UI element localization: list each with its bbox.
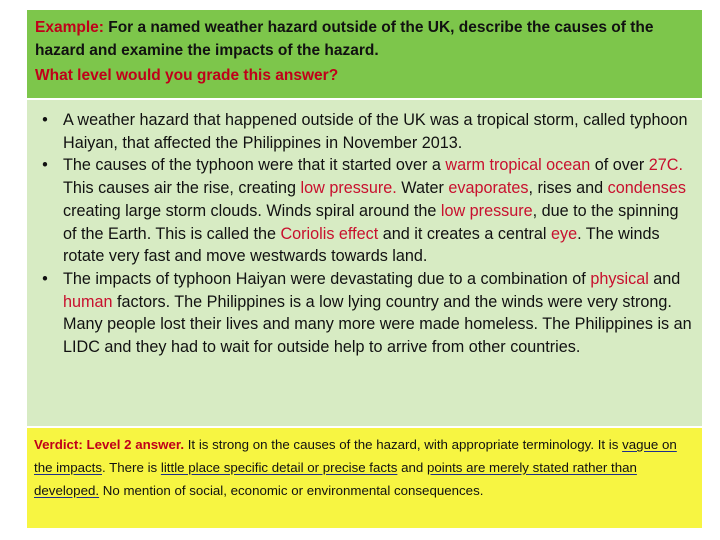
term-eye: eye <box>550 224 578 243</box>
term-low-pressure-2: low pressure <box>440 201 533 220</box>
term-physical: physical <box>590 269 649 288</box>
bullet-icon: • <box>42 156 48 175</box>
answer-text: , rises and <box>528 179 608 198</box>
term-evaporates: evaporates <box>448 179 529 198</box>
answer-text-1: A weather hazard that happened outside of the UK was a tropical storm, called typhoon Haiyan, that affected the Philippines in November 2013. <box>63 111 688 152</box>
term-temperature: 27C. <box>648 156 683 175</box>
answer-text: factors. The Philippines is a low lying country and the winds were very strong. Many people lost their lives and many more were made homeless. The Philippines is an LIDC and they had to wait for outside help to arrive from other countries. <box>63 292 692 357</box>
answer-text: , due to the spinning of the Earth. This is called the <box>63 201 679 243</box>
verdict-label: Verdict: Level 2 answer. <box>34 437 185 452</box>
term-condenses: condenses <box>607 179 686 198</box>
verdict-underline-1: vague on the impacts <box>34 437 677 475</box>
question-text <box>35 16 694 62</box>
term-low-pressure: low pressure. <box>300 179 397 198</box>
term-human: human <box>63 292 113 311</box>
question-box <box>27 10 702 98</box>
bullet-icon: • <box>42 269 48 288</box>
grade-prompt: What level would you grade this answer? <box>35 67 339 84</box>
verdict-text: No mention of social, economic or environmental consequences. <box>99 483 484 498</box>
answer-text: creating large storm clouds. Winds spiral around the <box>63 201 441 220</box>
verdict-underline-2: little place specific detail or precise facts <box>160 460 398 475</box>
answer-text: and <box>648 269 681 288</box>
answer-list <box>35 109 692 359</box>
verdict-text: and <box>397 460 427 475</box>
answer-text: . The winds rotate very fast and move westwards towards land. <box>63 224 660 266</box>
bullet-icon: • <box>42 111 48 129</box>
answer-text: Water <box>396 179 449 198</box>
answer-bullet-2 <box>35 154 692 268</box>
answer-box <box>27 100 702 426</box>
answer-bullet-1 <box>35 109 692 154</box>
term-coriolis: Coriolis effect <box>280 224 379 243</box>
verdict-underline-3: points are merely stated rather than developed. <box>34 460 637 498</box>
answer-text: This causes air the rise, creating <box>63 179 301 198</box>
term-warm-ocean: warm tropical ocean <box>445 156 591 175</box>
answer-text: of over <box>590 156 649 175</box>
verdict-text: . There is <box>102 460 161 475</box>
example-label: Example: <box>35 19 104 36</box>
question-body: For a named weather hazard outside of the UK, describe the causes of the hazard and examine the impacts of the hazard. <box>35 19 654 59</box>
answer-bullet-3 <box>35 268 692 359</box>
verdict-box <box>27 428 702 528</box>
verdict-text: It is strong on the causes of the hazard, with appropriate terminology. It is <box>184 437 623 452</box>
answer-text: The causes of the typhoon were that it started over a <box>63 156 446 175</box>
answer-text: The impacts of typhoon Haiyan were devastating due to a combination of <box>63 269 591 288</box>
answer-text: and it creates a central <box>378 224 551 243</box>
